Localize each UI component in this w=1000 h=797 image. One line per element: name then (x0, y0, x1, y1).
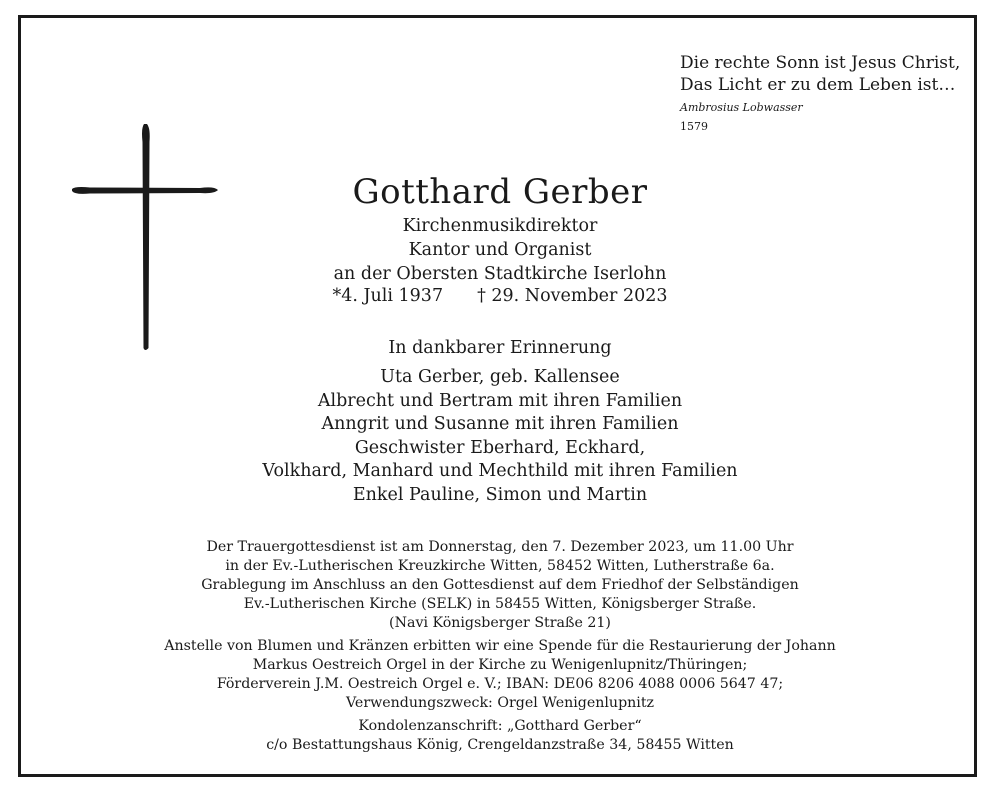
mourner-line: Enkel Pauline, Simon und Martin (352, 484, 648, 505)
deceased-name: Gotthard Gerber (352, 172, 648, 212)
deceased-title: Kirchenmusikdirektor (402, 216, 598, 236)
deceased-title: Kantor und Organist (408, 240, 592, 260)
memory-heading: In dankbarer Erinnerung (388, 338, 612, 358)
mourner-line: Anngrit und Susanne mit ihren Familien (321, 414, 679, 434)
condolence-info (100, 717, 900, 755)
donation-line: Markus Oestreich Orgel in der Kirche zu Wenigenlupnitz/Thüringen; (252, 657, 748, 673)
mourner-line: Volkhard, Manhard und Mechthild mit ihren Familien (262, 461, 738, 481)
condolence-line: c/o Bestattungshaus König, Crengeldanzstraße 34, 58455 Witten (266, 737, 734, 753)
service-line: (Navi Königsberger Straße 21) (389, 615, 611, 631)
service-info (100, 538, 900, 633)
life-dates (100, 284, 900, 308)
epigraph-line: Die rechte Sonn ist Jesus Christ, (680, 53, 961, 73)
mourner-line: Geschwister Eberhard, Eckhard, (354, 437, 646, 458)
birth-date: *4. Juli 1937 (332, 286, 444, 306)
epigraph-year: 1579 (680, 120, 708, 133)
donation-line: Förderverein J.M. Oestreich Orgel e. V.; IBAN: DE06 8206 4088 0006 5647 47; (216, 676, 784, 692)
mourner-line: Uta Gerber, geb. Kallensee (380, 367, 620, 387)
donation-line: Verwendungszweck: Orgel Wenigenlupnitz (345, 695, 655, 711)
condolence-line: Kondolenzanschrift: „Gotthard Gerber“ (358, 718, 642, 734)
service-line: Der Trauergottesdienst ist am Donnerstag, den 7. Dezember 2023, um 11.00 Uhr (206, 539, 794, 555)
deceased-titles (100, 214, 900, 286)
donation-info (100, 637, 900, 713)
epigraph-author: Ambrosius Lobwasser (680, 101, 803, 114)
mourner-line: Albrecht und Bertram mit ihren Familien (317, 390, 683, 411)
death-date: † 29. November 2023 (477, 286, 668, 306)
service-line: Ev.-Lutherischen Kirche (SELK) in 58455 Witten, Königsberger Straße. (243, 596, 757, 612)
mourners-list (100, 366, 900, 507)
donation-line: Anstelle von Blumen und Kränzen erbitten wir eine Spende für die Restaurierung der Johann (164, 638, 836, 654)
epigraph-line: Das Licht er zu dem Leben ist… (680, 75, 956, 95)
service-line: Grablegung im Anschluss an den Gottesdienst auf dem Friedhof der Selbständigen (201, 577, 799, 593)
epigraph (680, 52, 970, 133)
deceased-title: an der Obersten Stadtkirche Iserlohn (333, 264, 667, 284)
service-line: in der Ev.-Lutherischen Kreuzkirche Witten, 58452 Witten, Lutherstraße 6a. (225, 558, 775, 574)
